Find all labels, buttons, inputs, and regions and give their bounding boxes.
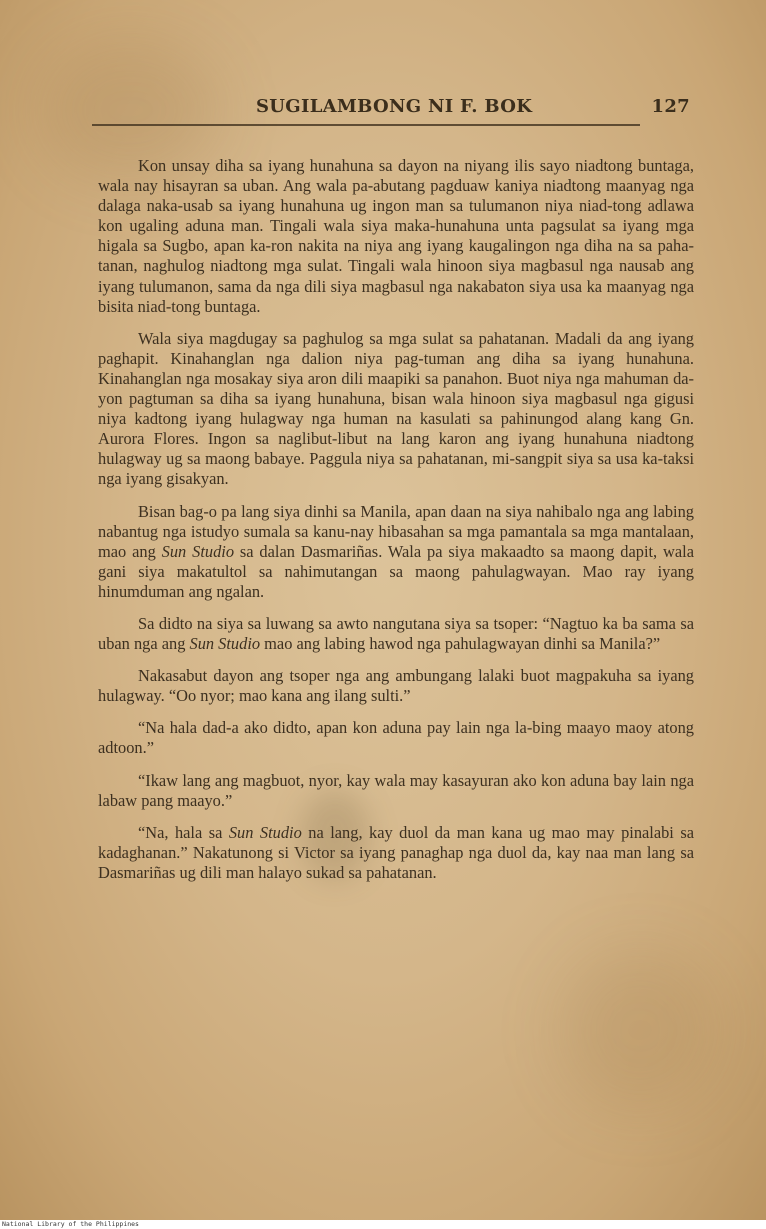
paragraph — [98, 823, 694, 883]
running-head: SUGILAMBONG NI F. BOK — [256, 96, 533, 117]
paragraph — [98, 666, 694, 706]
paragraph-text: “Na hala dad-a ako didto, apan kon aduna pay lain nga la-bing maayo maoy atong adtoon.” — [98, 718, 694, 758]
italic-text: Sun Studio — [189, 634, 261, 654]
paper-stain — [560, 950, 720, 1110]
header-rule — [92, 124, 640, 126]
paragraph — [98, 614, 694, 654]
paragraph — [98, 502, 694, 602]
footer — [0, 1220, 766, 1229]
paragraph-text: sa dalan Dasmariñas. Wala pa siya makaadto sa maong dapit, wala gani siya makatultol sa nahimutangan sa maong pahulagwayan. Mao ray iyang hinumduman ang ngalan. — [98, 541, 694, 601]
paragraph-text: Nakasabut dayon ang tsoper nga ang ambungang lalaki buot magpakuha sa iyang hulagway. “Oo nyor; mao kana ang ilang sulti.” — [98, 666, 694, 706]
paragraph-text: “Na, hala sa — [138, 822, 229, 842]
paragraph-text: Sa didto na siya sa luwang sa awto nangutana siya sa tsoper: “Nagtuo ka ba sama sa uban nga ang — [98, 613, 694, 654]
page-number: 127 — [651, 96, 690, 117]
paragraph-text: Bisan bag-o pa lang siya dinhi sa Manila, apan daan na siya nahibalo nga ang labing nabantug nga istudyo sumala sa kanu-nay hibasahan sa mga pamantala sa mga mantalaan, mao ang — [98, 501, 694, 561]
paragraph — [98, 718, 694, 758]
paragraph-text: na lang, kay duol da man kana ug mao may pinalabi sa kadaghanan.” Nakatunong si Victor sa iyang panaghap nga duol da, kay naa man lang sa Dasmariñas ug dili man halayo sukad sa pahatanan. — [98, 822, 694, 882]
paragraph-text: mao ang labing hawod nga pahulagwayan dinhi sa Manila?” — [260, 634, 661, 654]
italic-text: Sun Studio — [228, 822, 302, 842]
paragraph — [98, 329, 694, 490]
library-credit: National Library of the Philippines — [2, 1220, 139, 1228]
page-header — [92, 94, 692, 122]
paragraph-text: Kon unsay diha sa iyang hunahuna sa dayon na niyang ilis sayo niadtong buntaga, wala nay hisayran sa uban. Ang wala pa-abutang pagduaw kaniya niadtong maanyag nga dalaga naka-usab sa iyang hunahuna ug ingon man sa tulumanon niya niad-tong adlawa kon ugaling aduna man. Tingali wala siya maka-hunahuna unta pagsulat sa iyang mga higala sa Sugbo, apan ka-ron nakita na niya ang iyang kaugalingon nga diha na sa paha-tanan, naghulog niadtong mga sulat. Tingali wala hinoon siya magbasul nga nausab ang iyang tulumanon, sama da nga dili siya magbasul nga nakabaton siya usa ka maanyag nga bisita niad-tong buntaga. — [98, 156, 694, 316]
paragraph-text: “Ikaw lang ang magbuot, nyor, kay wala may kasayuran ako kon aduna bay lain nga labaw pang maayo.” — [98, 770, 694, 810]
body-text — [98, 156, 694, 895]
italic-text: Sun Studio — [161, 541, 235, 561]
paragraph-text: Wala siya magdugay sa paghulog sa mga sulat sa pahatanan. Madali da ang iyang paghapit. Kinahanglan nga dalion niya pag-tuman ang diha sa iyang hunahuna. Kinahanglan nga mosakay siya aron dili maapiki sa panahon. Buot niya nga mahuman da-yon pagtuman sa diha sa iyang hunahuna, bisan wala hinoon siya magbasul nga gigusi niya kadtong iyang hulagway nga human na kasulati sa pahinungod alang kang Gn. Aurora Flores. Ingon sa naglibut-libut na lang karon ang iyang hunahuna niadtong hulagway ug sa maong babaye. Paggula niya sa pahatanan, mi-sangpit siya sa usa ka-taksi nga iyang gisakyan. — [98, 328, 694, 489]
paragraph — [98, 771, 694, 811]
paragraph — [98, 156, 694, 317]
